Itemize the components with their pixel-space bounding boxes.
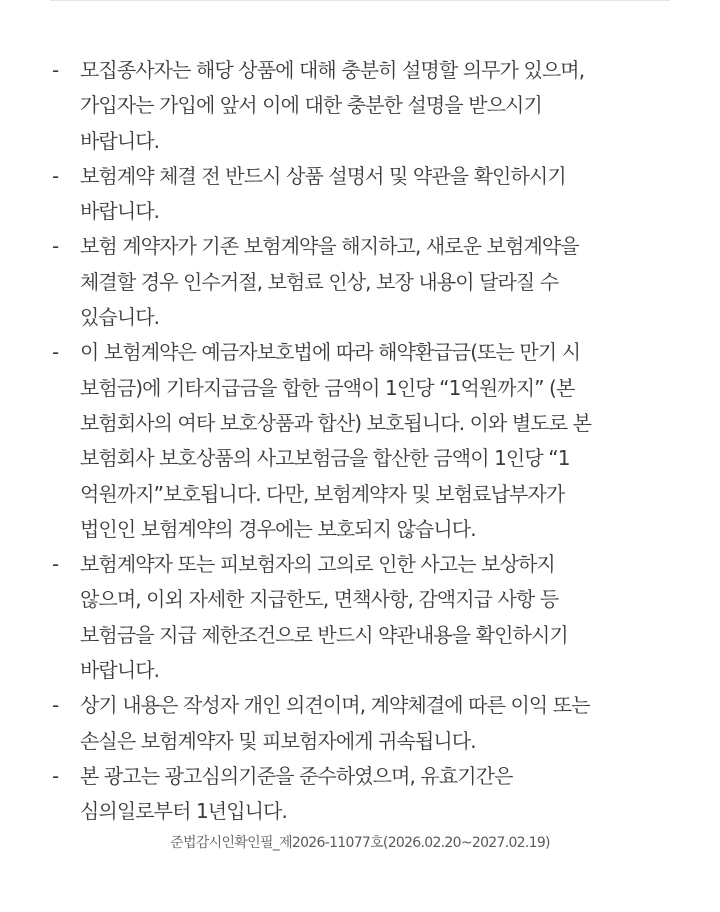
- notice-text-line: 바랍니다.: [80, 199, 160, 224]
- notice-text-line: 체결할 경우 인수거절, 보험료 인상, 보장 내용이 달라질 수: [80, 269, 559, 294]
- notice-text-line: 상기 내용은 작성자 개인 의견이며, 계약체결에 따른 이익 또는: [80, 693, 590, 718]
- notice-text-line: 보험금을 지급 제한조건으로 반드시 약관내용을 확인하시기: [80, 622, 568, 647]
- notice-item: [50, 335, 675, 547]
- notice-text-line: 보험금)에 기타지급금을 합한 금액이 1인당 “1억원까지” (본: [80, 375, 575, 400]
- notice-text-line: 이 보험계약은 예금자보호법에 따라 해약환급금(또는 만기 시: [80, 340, 581, 365]
- notice-item: [50, 759, 675, 830]
- notice-text-line: 보험계약자 또는 피보험자의 고의로 인한 사고는 보상하지: [80, 552, 555, 577]
- top-divider: [50, 0, 670, 1]
- notice-text-line: 보험회사의 여타 보호상품과 합산) 보호됩니다. 이와 별도로 본: [80, 410, 592, 435]
- notice-text-line: 억원까지”보호됩니다. 다만, 보험계약자 및 보험료납부자가: [80, 481, 565, 506]
- notice-item: [50, 229, 675, 335]
- notice-item: [50, 547, 675, 688]
- bullet-dash: -: [52, 58, 59, 82]
- notice-text-line: 법인인 보험계약의 경우에는 보호되지 않습니다.: [80, 516, 476, 541]
- notice-text-line: 손실은 보험계약자 및 피보험자에게 귀속됩니다.: [80, 728, 476, 753]
- notice-text-line: 모집종사자는 해당 상품에 대해 충분히 설명할 의무가 있으며,: [80, 58, 585, 82]
- bullet-dash: -: [52, 763, 59, 788]
- notice-item: [50, 159, 675, 230]
- notice-text-line: 바랍니다.: [80, 128, 160, 153]
- notice-text-line: 심의일로부터 1년입니다.: [80, 799, 287, 824]
- notice-text-line: 본 광고는 광고심의기준을 준수하였으며, 유효기간은: [80, 763, 513, 788]
- notice-text-line: 보험회사 보호상품의 사고보험금을 합산한 금액이 1인당 “1: [80, 446, 570, 471]
- bullet-dash: -: [52, 552, 59, 577]
- notice-text-line: 보험계약 체결 전 반드시 상품 설명서 및 약관을 확인하시기: [80, 163, 566, 188]
- bullet-dash: -: [52, 234, 59, 259]
- notice-text-line: 않으며, 이외 자세한 지급한도, 면책사항, 감액지급 사항 등: [80, 587, 559, 612]
- notice-text-line: 보험 계약자가 기존 보험계약을 해지하고, 새로운 보험계약을: [80, 234, 579, 259]
- notice-item: [50, 688, 675, 759]
- bullet-dash: -: [52, 340, 59, 365]
- notice-text-line: 있습니다.: [80, 305, 160, 330]
- notice-item: [50, 53, 675, 159]
- notice-text-line: 가입자는 가입에 앞서 이에 대한 충분한 설명을 받으시기: [80, 93, 542, 118]
- notice-text-line: 바랍니다.: [80, 658, 160, 683]
- bullet-dash: -: [52, 163, 59, 188]
- compliance-approval-code: 준법감시인확인필_제2026-11077호(2026.02.20~2027.02.19): [170, 835, 550, 851]
- bullet-dash: -: [52, 693, 59, 718]
- notice-list: [50, 53, 675, 830]
